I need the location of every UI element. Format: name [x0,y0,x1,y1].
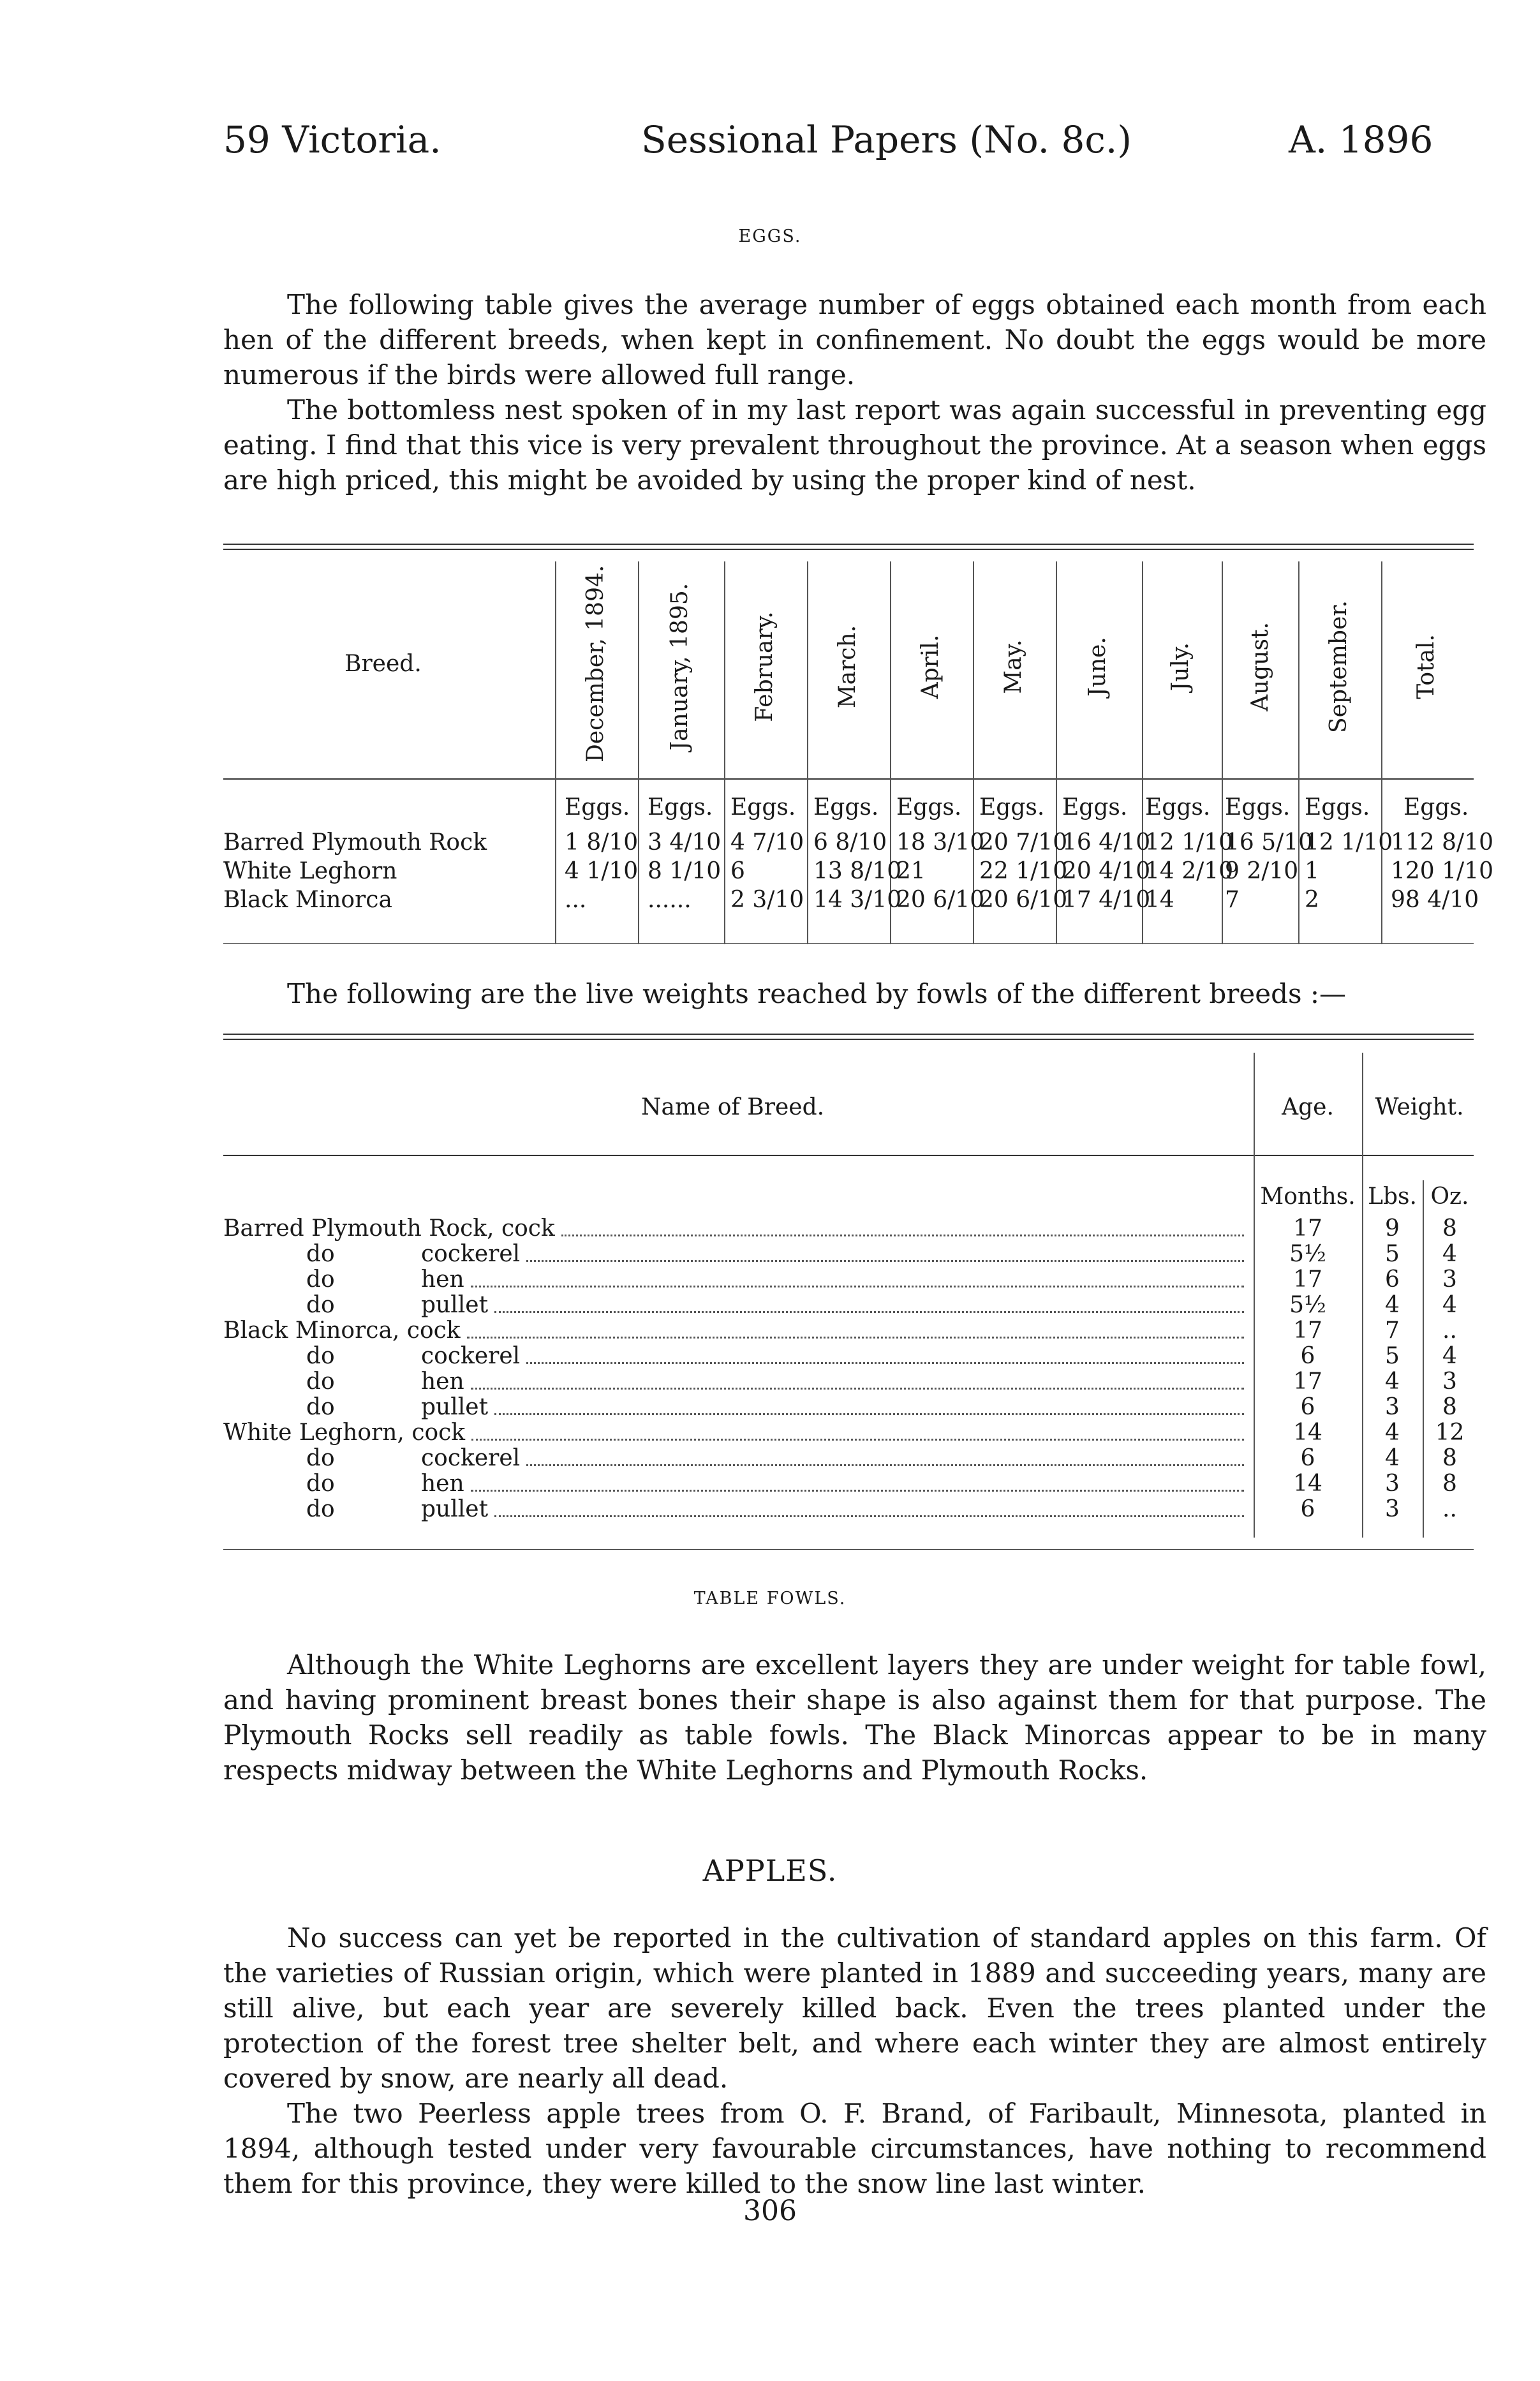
row-prefix: do [306,1241,335,1267]
table-row-breed: Barred Plymouth Rock [223,829,487,856]
row-oz-value: 4 [1442,1241,1457,1267]
leader-dots [526,1260,1244,1262]
row-age-value: 17 [1293,1266,1322,1293]
eggs-paragraph-1: The following table gives the average number of eggs obtained each month from each hen of the different breeds, when kept in confinement. No doubt the eggs would be more numerous if the birds were allowed full range. [223,289,1486,390]
header-year: A. 1896 [1289,118,1433,161]
header-session: 59 Victoria. [223,118,441,161]
row-lbs-value: 3 [1385,1496,1400,1522]
table-row-breed: Black Minorca [223,887,392,913]
table-cell: 14 3/10 [813,887,902,913]
table-cell: 98 4/10 [1391,887,1479,913]
table-rule [223,1155,1474,1156]
table-cell: 13 8/10 [813,858,902,884]
row-lbs-value: 4 [1385,1369,1400,1395]
unit-label: Eggs. [1403,794,1469,820]
leader-dots [526,1464,1244,1466]
table-rule [223,1034,1474,1035]
table-cell: 12 1/10 [1145,829,1234,856]
oz-unit-label: Oz. [1430,1183,1469,1210]
row-lbs-value: 3 [1385,1394,1400,1420]
table-rule [223,943,1474,944]
row-breed-name: White Leghorn, cock [223,1420,466,1446]
row-age-value: 5½ [1289,1241,1326,1267]
row-oz-value: 8 [1442,1445,1457,1471]
unit-label: Eggs. [896,794,962,820]
row-age-value: 6 [1300,1343,1315,1369]
row-breed-name: cockerel [421,1445,521,1471]
table-rule [223,1549,1474,1550]
unit-label: Eggs. [565,794,630,820]
row-breed-name: pullet [421,1292,489,1318]
age-unit-label: Months. [1260,1183,1356,1210]
table-cell: 6 [730,858,745,884]
row-oz-value: .. [1442,1496,1457,1522]
table-cell: 17 4/10 [1062,887,1151,913]
eggs-title: EGGS. [738,226,802,246]
name-column-header: Name of Breed. [641,1094,825,1120]
row-breed-name: hen [421,1471,464,1497]
table-fowls-paragraph: Although the White Leghorns are excellent layers they are under weight for table fowl, and having prominent breast bones their shape is also against them for that purpose. The Plymouth Rocks sell readily as table fowls. The Black Minorcas appear to be in many respects midway between the White Leghorns and Plymouth Rocks. [223,1649,1486,1786]
unit-label: Eggs. [1305,794,1370,820]
table-cell: 4 1/10 [565,858,639,884]
row-oz-value: 8 [1442,1215,1457,1242]
row-lbs-value: 9 [1385,1215,1400,1242]
age-column-header: Age. [1282,1094,1334,1120]
row-breed-name: Black Minorca, cock [223,1317,461,1344]
table-cell: 18 3/10 [896,829,985,856]
table-cell: 14 2/10 [1145,858,1234,884]
row-prefix: do [306,1394,335,1420]
row-lbs-value: 3 [1385,1471,1400,1497]
row-age-value: 17 [1293,1215,1322,1242]
header-sessional-papers: Sessional Papers (No. 8c.) [641,118,1132,161]
apples-title: APPLES. [702,1853,838,1888]
table-cell: 16 4/10 [1062,829,1151,856]
row-breed-name: pullet [421,1394,489,1420]
unit-label: Eggs. [730,794,796,820]
table-row-breed: White Leghorn [223,858,397,884]
table-fowls-title: TABLE FOWLS. [693,1589,847,1608]
row-prefix: do [306,1496,335,1522]
row-age-value: 14 [1293,1420,1322,1446]
column-header-march: March. [834,625,861,709]
row-age-value: 6 [1300,1496,1315,1522]
unit-label: Eggs. [1225,794,1291,820]
row-breed-name: pullet [421,1496,489,1522]
leader-dots [467,1337,1244,1339]
table-cell: 6 8/10 [813,829,887,856]
unit-label: Eggs. [813,794,879,820]
table-cell: 2 [1305,887,1319,913]
row-oz-value: 4 [1442,1343,1457,1369]
row-age-value: 14 [1293,1471,1322,1497]
column-header-september: September. [1326,600,1352,733]
table-cell: 20 7/10 [979,829,1068,856]
column-header-december: December, 1894. [582,565,609,762]
weight-column-header: Weight. [1375,1094,1464,1120]
table-rule [223,778,1474,780]
unit-label: Eggs. [979,794,1045,820]
row-breed-name: cockerel [421,1241,521,1267]
row-age-value: 6 [1300,1445,1315,1471]
weights-intro: The following are the live weights reached by fowls of the different breeds :— [287,978,1347,1009]
page-number: 306 [743,2195,797,2227]
column-header-july: July. [1167,642,1194,692]
table-cell: 2 3/10 [730,887,804,913]
leader-dots [526,1362,1244,1364]
row-oz-value: 8 [1442,1471,1457,1497]
apples-paragraphs [223,1920,1486,2201]
leader-dots [494,1515,1244,1517]
leader-dots [471,1286,1244,1287]
table-rule [223,1039,1474,1040]
leader-dots [471,1388,1244,1390]
table-cell: 12 1/10 [1305,829,1393,856]
leader-dots [471,1490,1244,1492]
column-header-june: June. [1085,637,1111,697]
table-cell: 22 1/10 [979,858,1068,884]
row-lbs-value: 5 [1385,1343,1400,1369]
leader-dots [561,1235,1244,1236]
column-header-january: January, 1895. [667,582,693,751]
eggs-paragraphs [223,287,1486,498]
table-cell: 16 5/10 [1225,829,1314,856]
row-breed-name: Barred Plymouth Rock, cock [223,1215,555,1242]
row-oz-value: 3 [1442,1266,1457,1293]
table-cell: 3 4/10 [648,829,722,856]
row-prefix: do [306,1471,335,1497]
row-prefix: do [306,1445,335,1471]
column-header-february: February. [751,611,778,722]
leader-dots [471,1439,1244,1441]
column-divider [807,561,808,944]
table-cell: 112 8/10 [1391,829,1493,856]
row-oz-value: 3 [1442,1369,1457,1395]
table-rule [223,544,1474,545]
column-divider [1298,561,1299,944]
table-cell: 1 [1305,858,1319,884]
row-prefix: do [306,1292,335,1318]
row-breed-name: cockerel [421,1343,521,1369]
column-divider [555,561,556,944]
row-oz-value: 12 [1435,1420,1465,1446]
row-prefix: do [306,1343,335,1369]
row-lbs-value: 7 [1385,1317,1400,1344]
row-lbs-value: 4 [1385,1420,1400,1446]
table-cell: 120 1/10 [1391,858,1493,884]
table-cell: 21 [896,858,926,884]
table-cell: ... [565,887,587,913]
row-lbs-value: 4 [1385,1445,1400,1471]
table-cell: 9 2/10 [1225,858,1299,884]
table-cell: 20 6/10 [896,887,985,913]
table-cell: 14 [1145,887,1174,913]
table-cell: 1 8/10 [565,829,639,856]
table-cell: 20 6/10 [979,887,1068,913]
row-age-value: 17 [1293,1317,1322,1344]
breed-column-header: Breed. [344,651,422,677]
column-divider [1381,561,1382,944]
row-breed-name: hen [421,1369,464,1395]
column-header-may: May. [1000,639,1026,694]
row-prefix: do [306,1266,335,1293]
column-header-total: Total. [1413,634,1439,699]
apples-paragraph-2: The two Peerless apple trees from O. F. Brand, of Faribault, Minnesota, planted in 1894, although tested under very favourable circumstances, have nothing to recommend them for this province, they were killed to the snow line last winter. [223,2098,1486,2199]
row-lbs-value: 6 [1385,1266,1400,1293]
row-lbs-value: 4 [1385,1292,1400,1318]
row-oz-value: 8 [1442,1394,1457,1420]
row-breed-name: hen [421,1266,464,1293]
unit-label: Eggs. [1062,794,1128,820]
lbs-unit-label: Lbs. [1368,1183,1417,1210]
table-cell: 7 [1225,887,1240,913]
row-age-value: 17 [1293,1369,1322,1395]
row-age-value: 6 [1300,1394,1315,1420]
leader-dots [494,1311,1244,1313]
leader-dots [494,1413,1244,1415]
row-oz-value: 4 [1442,1292,1457,1318]
column-header-april: April. [917,634,944,699]
column-header-august: August. [1247,622,1273,711]
row-oz-value: .. [1442,1317,1457,1344]
eggs-paragraph-2: The bottomless nest spoken of in my last report was again successful in preventing egg eating. I find that this vice is very prevalent throughout the province. At a season when eggs are high priced, this might be avoided by using the proper kind of nest. [223,394,1486,496]
row-prefix: do [306,1369,335,1395]
table-cell: ...... [648,887,692,913]
column-divider [638,561,639,944]
table-cell: 8 1/10 [648,858,722,884]
apples-paragraph-1: No success can yet be reported in the cultivation of standard apples on this farm. Of the varieties of Russian origin, which were planted in 1889 and succeeding years, many are still alive, but each year are severely killed back. Even the trees planted under the protection of the forest tree shelter belt, and where each winter they are almost entirely covered by snow, are nearly all dead. [223,1922,1486,2094]
unit-label: Eggs. [648,794,713,820]
table-cell: 4 7/10 [730,829,804,856]
row-lbs-value: 5 [1385,1241,1400,1267]
table-rule [223,549,1474,550]
table-cell: 20 4/10 [1062,858,1151,884]
column-divider [724,561,725,944]
row-age-value: 5½ [1289,1292,1326,1318]
column-divider [1222,561,1223,944]
unit-label: Eggs. [1145,794,1211,820]
